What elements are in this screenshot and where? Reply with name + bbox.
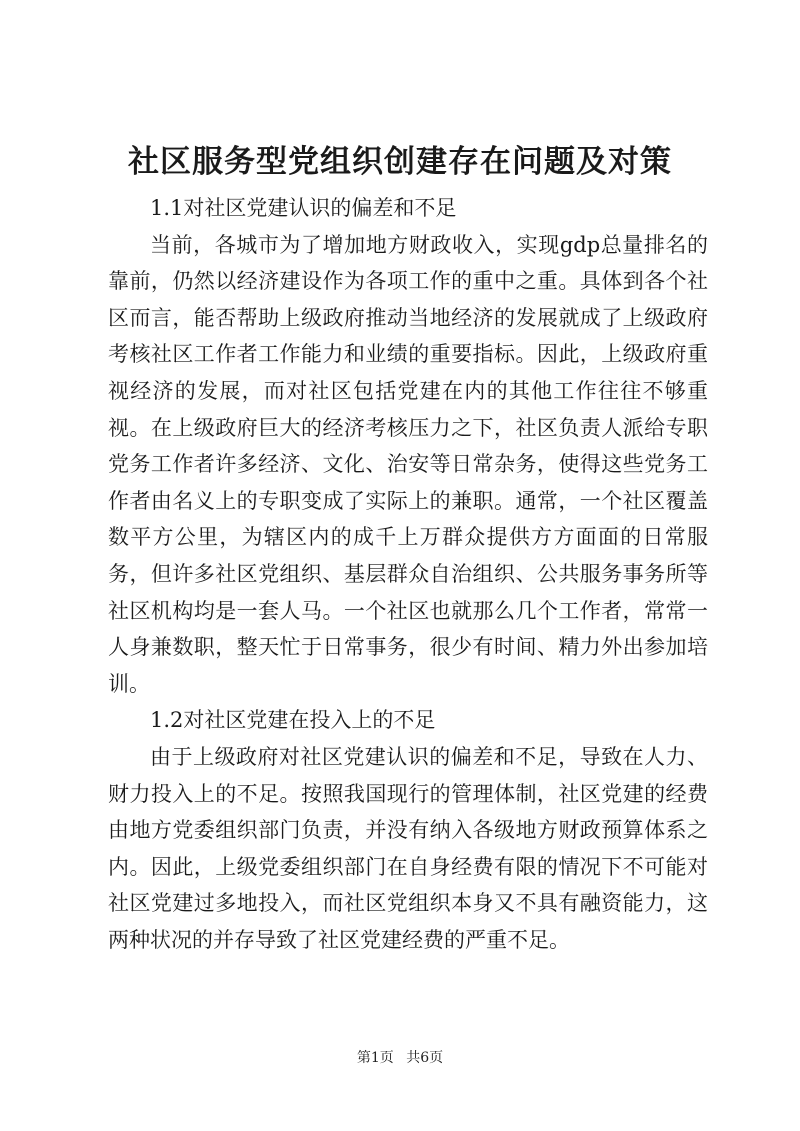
page-title: 社区服务型党组织创建存在问题及对策 [128, 144, 672, 180]
page-number: 第1页 [356, 1050, 394, 1066]
body-paragraph-2: 由于上级政府对社区党建认识的偏差和不足，导致在人力、财力投入上的不足。按照我国现行的管理体制，社区党建的经费由地方党委组织部门负责，并没有纳入各级地方财政预算体系之内。因此，上级党委组织部门在自身经费有限的情况下不可能对社区党建过多地投入，而社区党组织本身又不具有融资能力，这两种状况的并存导致了社区党建经费的严重不足。 [108, 744, 708, 952]
page-footer [0, 1048, 800, 1068]
body-paragraph-1: 当前，各城市为了增加地方财政收入，实现gdp总量排名的靠前，仍然以经济建设作为各项工作的重中之重。具体到各个社区而言，能否帮助上级政府推动当地经济的发展就成了上级政府考核社区工作者工作能力和业绩的重要指标。因此，上级政府重视经济的发展，而对社区包括党建在内的其他工作往往不够重视。在上级政府巨大的经济考核压力之下，社区负责人派给专职党务工作者许多经济、文化、治安等日常杂务，使得这些党务工作者由名义上的专职变成了实际上的兼职。通常，一个社区覆盖数平方公里，为辖区内的成千上万群众提供方方面面的日常服务，但许多社区党组织、基层群众自治组织、公共服务事务所等社区机构均是一套人马。一个社区也就那么几个工作者，常常一人身兼数职，整天忙于日常事务，很少有时间、精力外出参加培训。 [108, 232, 708, 696]
section-heading-1-2: 1.2对社区党建在投入上的不足 [150, 708, 436, 733]
section-heading-1-1: 1.1对社区党建认识的偏差和不足 [150, 196, 457, 220]
page-total: 共6页 [406, 1050, 444, 1066]
document-body [108, 190, 708, 958]
